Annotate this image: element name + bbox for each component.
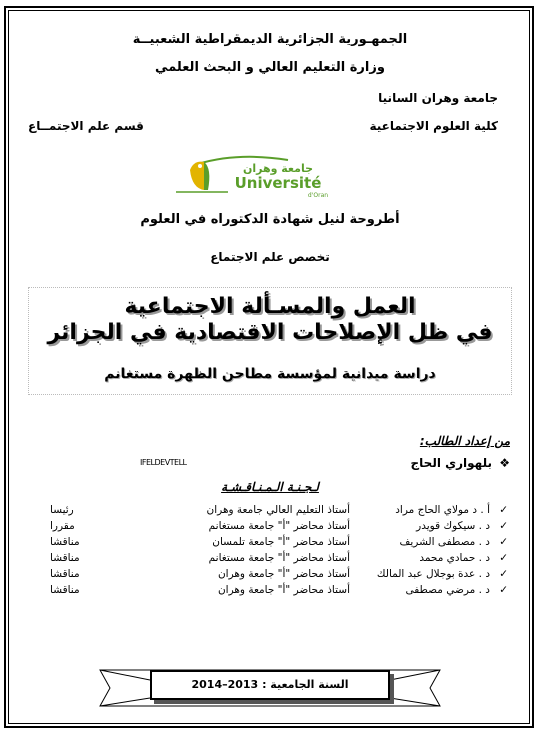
faculty-line: كلية العلوم الاجتماعية: [369, 119, 498, 133]
academic-year-value: 2014–2013: [191, 678, 259, 691]
check-icon: ✓: [499, 552, 508, 564]
committee-member-row: [20, 584, 520, 600]
student-latin-tag: IFELDEVTELL: [140, 458, 187, 467]
member-title: أستاذ محاضر "أ" جامعة مستغانم: [208, 552, 350, 564]
student-label: من إعداد الطالب:: [419, 434, 510, 448]
member-role: مناقشا: [50, 536, 80, 548]
republic-line: الجمهـورية الجزائرية الديمقراطية الشعبيــة: [132, 32, 408, 47]
member-name: د . عدة بوجلال عبد المالك: [376, 568, 490, 580]
committee-member-row: [20, 552, 520, 568]
member-name: د . مصطفى الشريف: [399, 536, 490, 548]
member-role: مناقشا: [50, 584, 80, 596]
ministry-line: وزارة التعليم العالي و البحث العلمي: [155, 60, 385, 75]
member-title: أستاذ التعليم العالي جامعة وهران: [206, 504, 350, 516]
member-title: أستاذ محاضر "أ" جامعة وهران: [217, 568, 350, 580]
member-name: د . حمادي محمد: [419, 552, 490, 564]
degree-line: أطروحة لنيل شهادة الدكتوراه في العلوم: [140, 212, 400, 227]
member-role: مناقشا: [50, 568, 80, 580]
member-title: أستاذ محاضر "أ" جامعة مستغانم: [208, 520, 350, 532]
check-icon: ✓: [499, 568, 508, 580]
member-role: مناقشا: [50, 552, 80, 564]
case-study-line: دراسة ميدانية لمؤسسة مطاحن الظهرة مستغانم: [104, 366, 436, 382]
member-name: د . سيكوك قويدر: [416, 520, 490, 532]
member-name: أ . د مولاي الحاج مراد: [395, 504, 490, 516]
department-line: قسم علم الاجتمــاع: [28, 119, 144, 133]
university-line: جامعة وهران السانيا: [378, 91, 498, 105]
check-icon: ✓: [499, 504, 508, 516]
logo-latin-text: Université: [234, 174, 322, 192]
specialty-line: تخصص علم الاجتماع: [210, 250, 330, 264]
committee-member-row: [20, 520, 520, 536]
thesis-title-line1: العمل والمسـألة الاجتماعية: [124, 294, 416, 319]
check-icon: ✓: [499, 584, 508, 596]
student-name: بلهواري الحاج: [410, 456, 492, 470]
committee-member-row: [20, 568, 520, 584]
committee-member-row: [20, 504, 520, 520]
member-title: أستاذ محاضر "أ" جامعة تلمسان: [212, 536, 350, 548]
logo-latin-sub-text: d'Oran: [307, 192, 329, 199]
check-icon: ✓: [499, 520, 508, 532]
member-name: د . مرضي مصطفى: [405, 584, 490, 596]
thesis-title-line2: في ظل الإصلاحات الاقتصادية في الجزائر: [47, 320, 493, 345]
committee-members-list: [20, 504, 520, 600]
committee-member-row: [20, 536, 520, 552]
logo-arabic-text: جامعة وهران: [242, 162, 314, 175]
member-title: أستاذ محاضر "أ" جامعة وهران: [217, 584, 350, 596]
university-logo-icon: [168, 150, 338, 200]
academic-year-box: [150, 670, 390, 700]
check-icon: ✓: [499, 536, 508, 548]
student-bullet-icon: ❖: [499, 456, 510, 470]
committee-heading: لـجـنـة الـمـنـاقـشـة: [221, 480, 319, 494]
member-role: رئيسا: [50, 504, 74, 516]
academic-year-label: السنة الجامعية :: [262, 678, 349, 691]
member-role: مقررا: [50, 520, 75, 532]
